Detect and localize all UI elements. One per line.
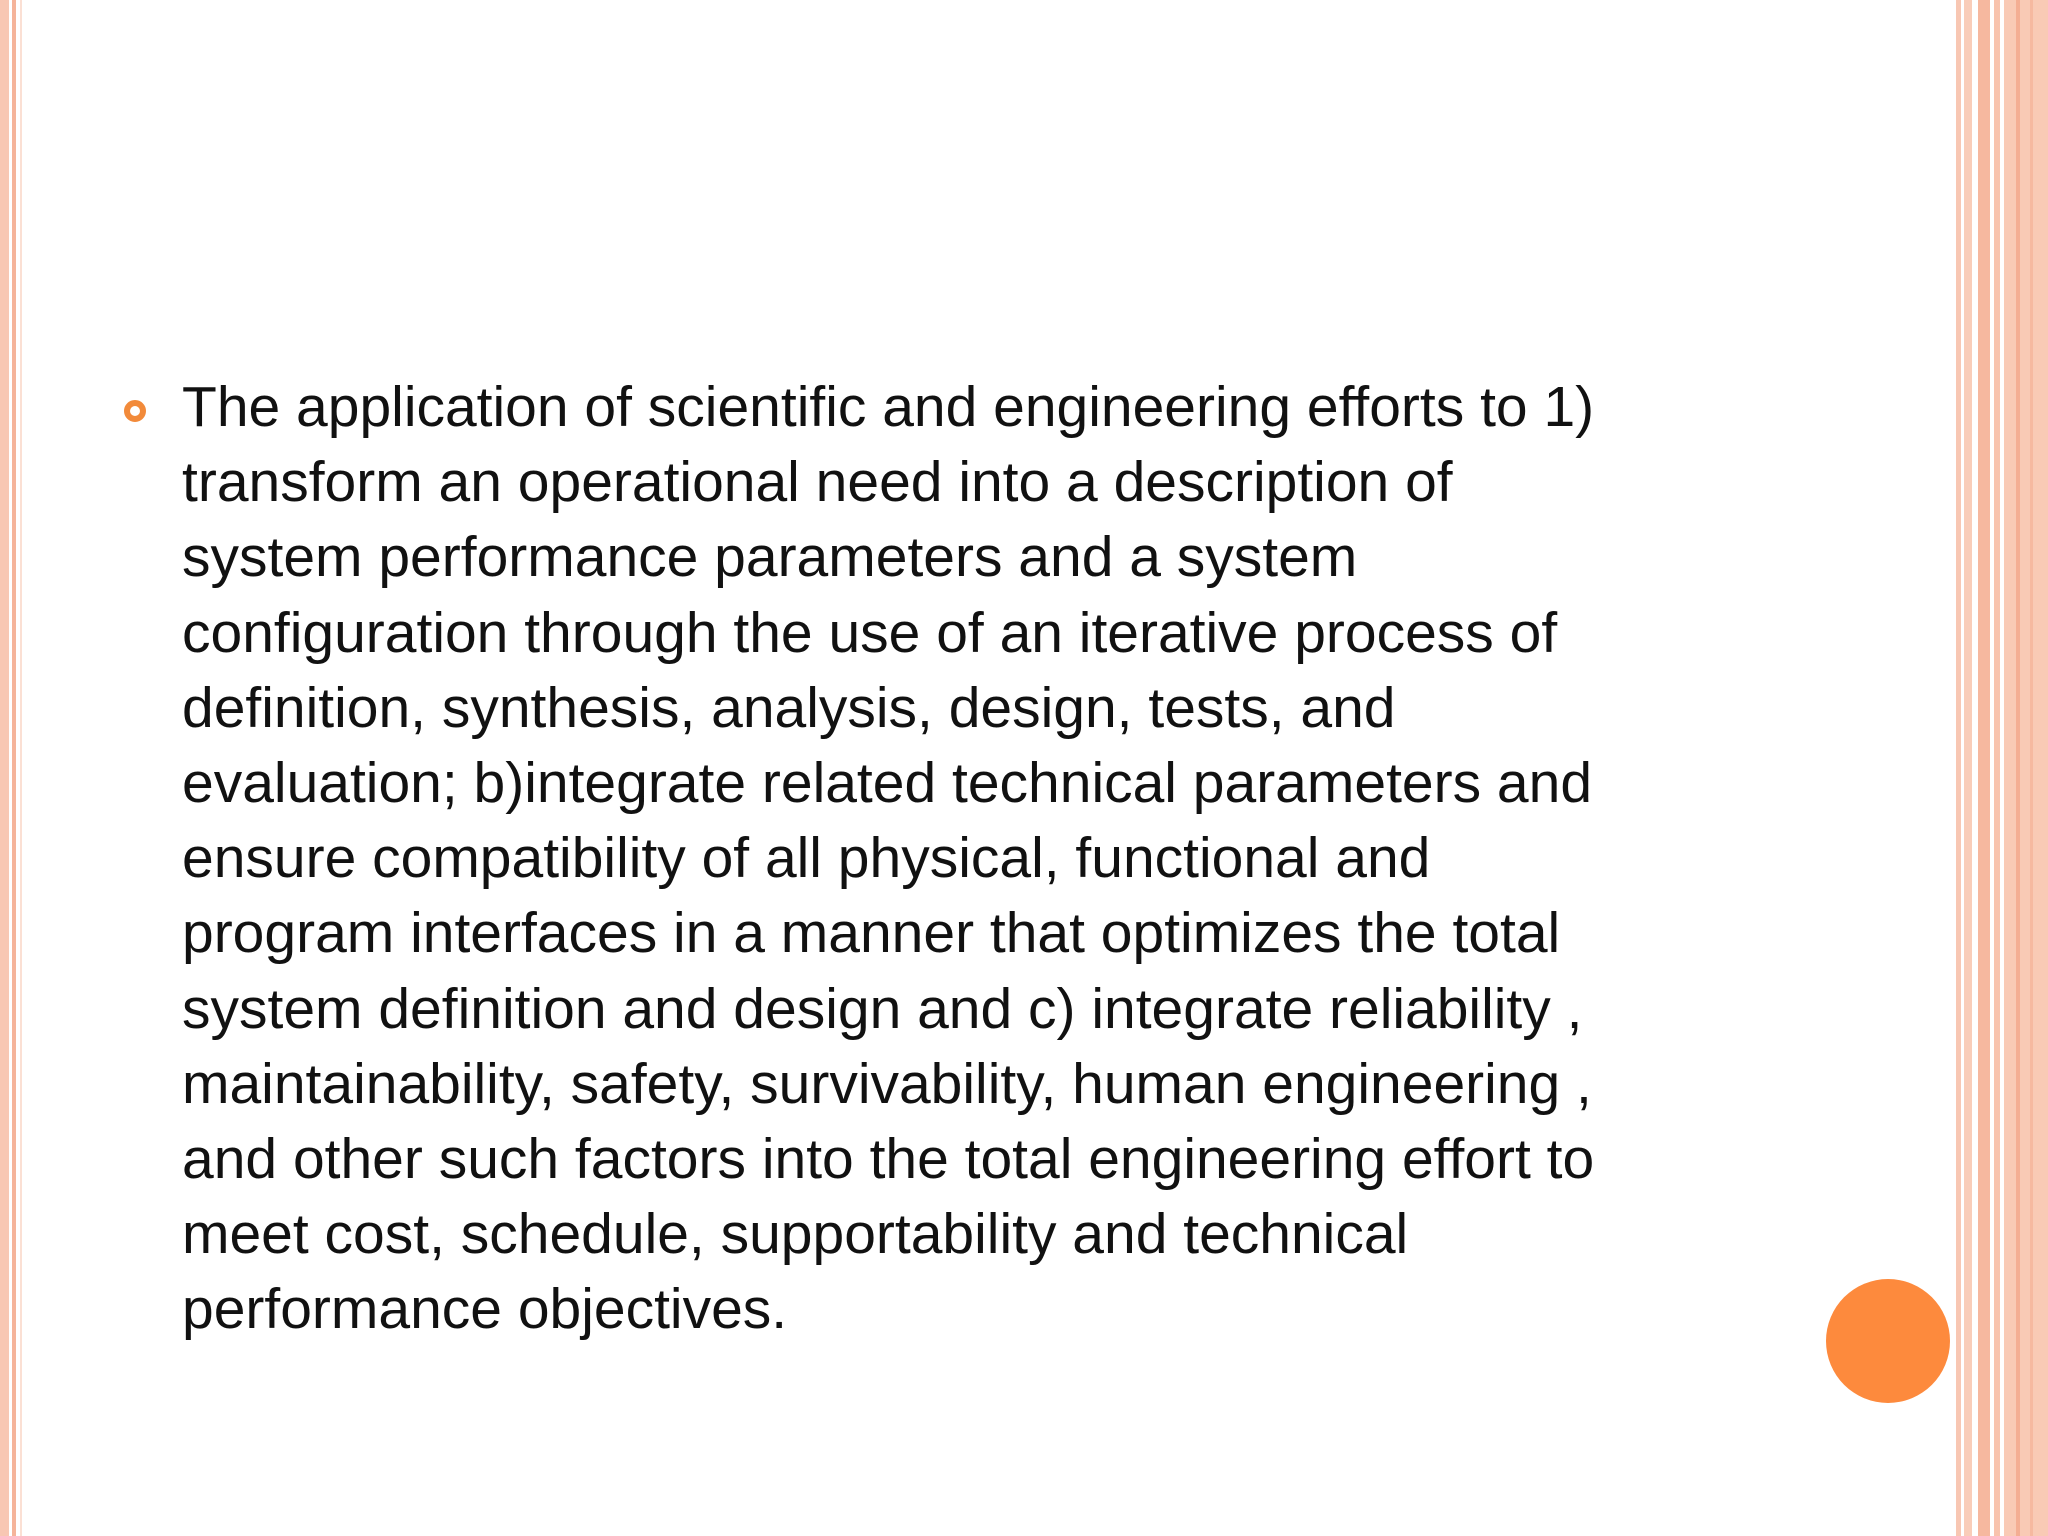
right-border-stripe <box>1978 0 1990 1536</box>
right-border-stripe <box>1994 0 2000 1536</box>
right-border-stripe <box>1964 0 1972 1536</box>
right-border-stripe <box>2016 0 2020 1536</box>
bullet-text: The application of scientific and engineering efforts to 1) transform an operational need into a description of system performance parameters and a system configuration through the use of an iterative process of definition, synthesis, analysis, design, tests, and evaluation; b)integrate related technical parameters and ensure compatibility of all physical, functional and program interfaces in a manner that optimizes the total system definition and design and c) integrate reliability , maintainability, safety, survivability, human engineering , and other such factors into the total engineering effort to meet cost, schedule, supportability and technical performance objectives. <box>182 375 1595 1342</box>
bullet-item <box>124 370 1764 1348</box>
decorative-orange-circle <box>1826 1279 1950 1403</box>
right-border-stripe <box>2004 0 2048 1536</box>
slide-body <box>124 370 1764 1348</box>
left-border-stripe <box>20 0 22 1536</box>
left-border-stripe <box>0 0 9 1536</box>
left-border-stripe <box>12 0 16 1536</box>
hollow-circle-bullet-icon <box>124 400 146 422</box>
right-border-stripe <box>2030 0 2033 1536</box>
right-border-stripe <box>1956 0 1961 1536</box>
